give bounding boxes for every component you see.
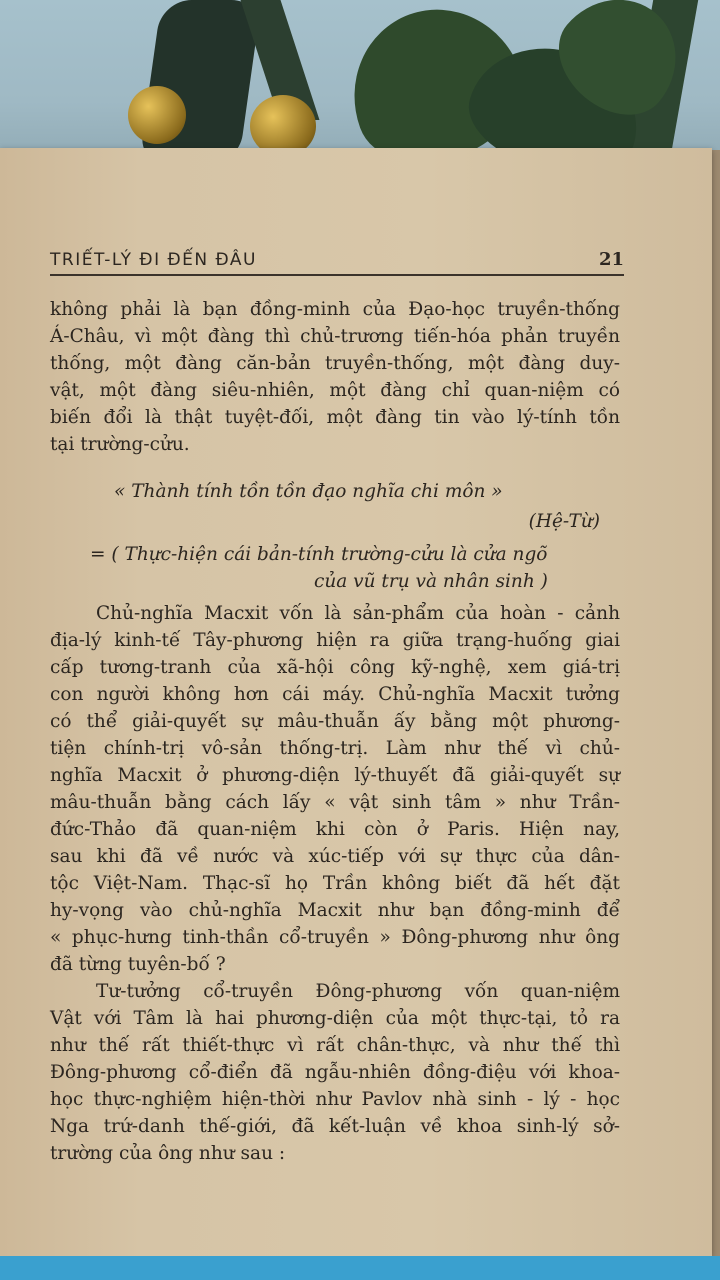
text-line: như thế rất thiết-thực vì rất chân-thực, và như thế thì [50, 1035, 620, 1056]
quote-line: « Thành tính tồn tồn đạo nghĩa chi môn » [114, 481, 503, 502]
text-line: « phục-hưng tinh-thần cổ-truyền » Đông-phương như ông [50, 927, 620, 948]
text-line: con người không hơn cái máy. Chủ-nghĩa Macxit tưởng [50, 684, 620, 705]
quote-translation: của vũ trụ và nhân sinh ) [314, 571, 548, 592]
text-line: Á-Châu, vì một đàng thì chủ-trương tiến-hóa phản truyền [50, 326, 620, 347]
text-line: Chủ-nghĩa Macxit vốn là sản-phẩm của hoàn - cảnh [96, 603, 620, 624]
text-line: vật, một đàng siêu-nhiên, một đàng chỉ quan-niệm có [50, 380, 620, 401]
text-line: có thể giải-quyết sự mâu-thuẫn ấy bằng một phương- [50, 711, 620, 732]
page-number: 21 [598, 249, 624, 270]
header-rule [50, 274, 624, 276]
text-line: học thực-nghiệm hiện-thời như Pavlov nhà sinh - lý - học [50, 1089, 620, 1110]
text-line: nghĩa Macxit ở phương-diện lý-thuyết đã giải-quyết sự [50, 765, 620, 786]
text-line: thống, một đàng căn-bản truyền-thống, một đàng duy- [50, 353, 620, 374]
text-line: hy-vọng vào chủ-nghĩa Macxit như bạn đồng-minh để [50, 900, 620, 921]
text-line: biến đổi là thật tuyệt-đối, một đàng tin vào lý-tính tồn [50, 407, 620, 428]
text-line: cấp tương-tranh của xã-hội công kỹ-nghệ, xem giá-trị [50, 657, 620, 678]
text-line: tộc Việt-Nam. Thạc-sĩ họ Trần không biết đã hết đặt [50, 873, 620, 894]
text-line: sau khi đã về nước và xúc-tiếp với sự thực của dân- [50, 846, 620, 867]
blue-surface [0, 1256, 720, 1280]
book-page [0, 148, 712, 1256]
paragraph-1 [50, 296, 620, 458]
quote-translation: = ( Thực-hiện cái bản-tính trường-cửu là cửa ngõ [90, 544, 548, 565]
text-line: Nga trứ-danh thế-giới, đã kết-luận về khoa sinh-lý sở- [50, 1116, 620, 1137]
paragraph-2 [50, 600, 620, 978]
page-edge [712, 150, 720, 1256]
text-line: mâu-thuẫn bằng cách lấy « vật sinh tâm » như Trần- [50, 792, 620, 813]
paragraph-3 [50, 978, 620, 1167]
text-line: không phải là bạn đồng-minh của Đạo-học truyền-thống [50, 299, 620, 320]
running-head [50, 248, 624, 270]
text-line: địa-lý kinh-tế Tây-phương hiện ra giữa trạng-huống giai [50, 630, 620, 651]
text-line: trường của ông như sau : [50, 1143, 286, 1164]
text-line: tiện chính-trị vô-sản thống-trị. Làm như thế vì chủ- [50, 738, 620, 759]
text-line: Đông-phương cổ-điển đã ngẫu-nhiên đồng-điệu với khoa- [50, 1062, 620, 1083]
text-line: tại trường-cửu. [50, 434, 190, 455]
quote-block [50, 478, 620, 595]
text-line: đã từng tuyên-bố ? [50, 954, 226, 975]
text-line: đức-Thảo đã quan-niệm khi còn ở Paris. Hiện nay, [50, 819, 620, 840]
running-title: TRIẾT-LÝ ĐI ĐẾN ĐÂU [50, 250, 257, 270]
quote-attribution: (Hệ-Từ) [528, 511, 600, 532]
text-line: Vật với Tâm là hai phương-diện của một thực-tại, tỏ ra [50, 1008, 620, 1029]
text-line: Tư-tưởng cổ-truyền Đông-phương vốn quan-niệm [96, 981, 620, 1002]
gold-ornament [128, 86, 186, 144]
